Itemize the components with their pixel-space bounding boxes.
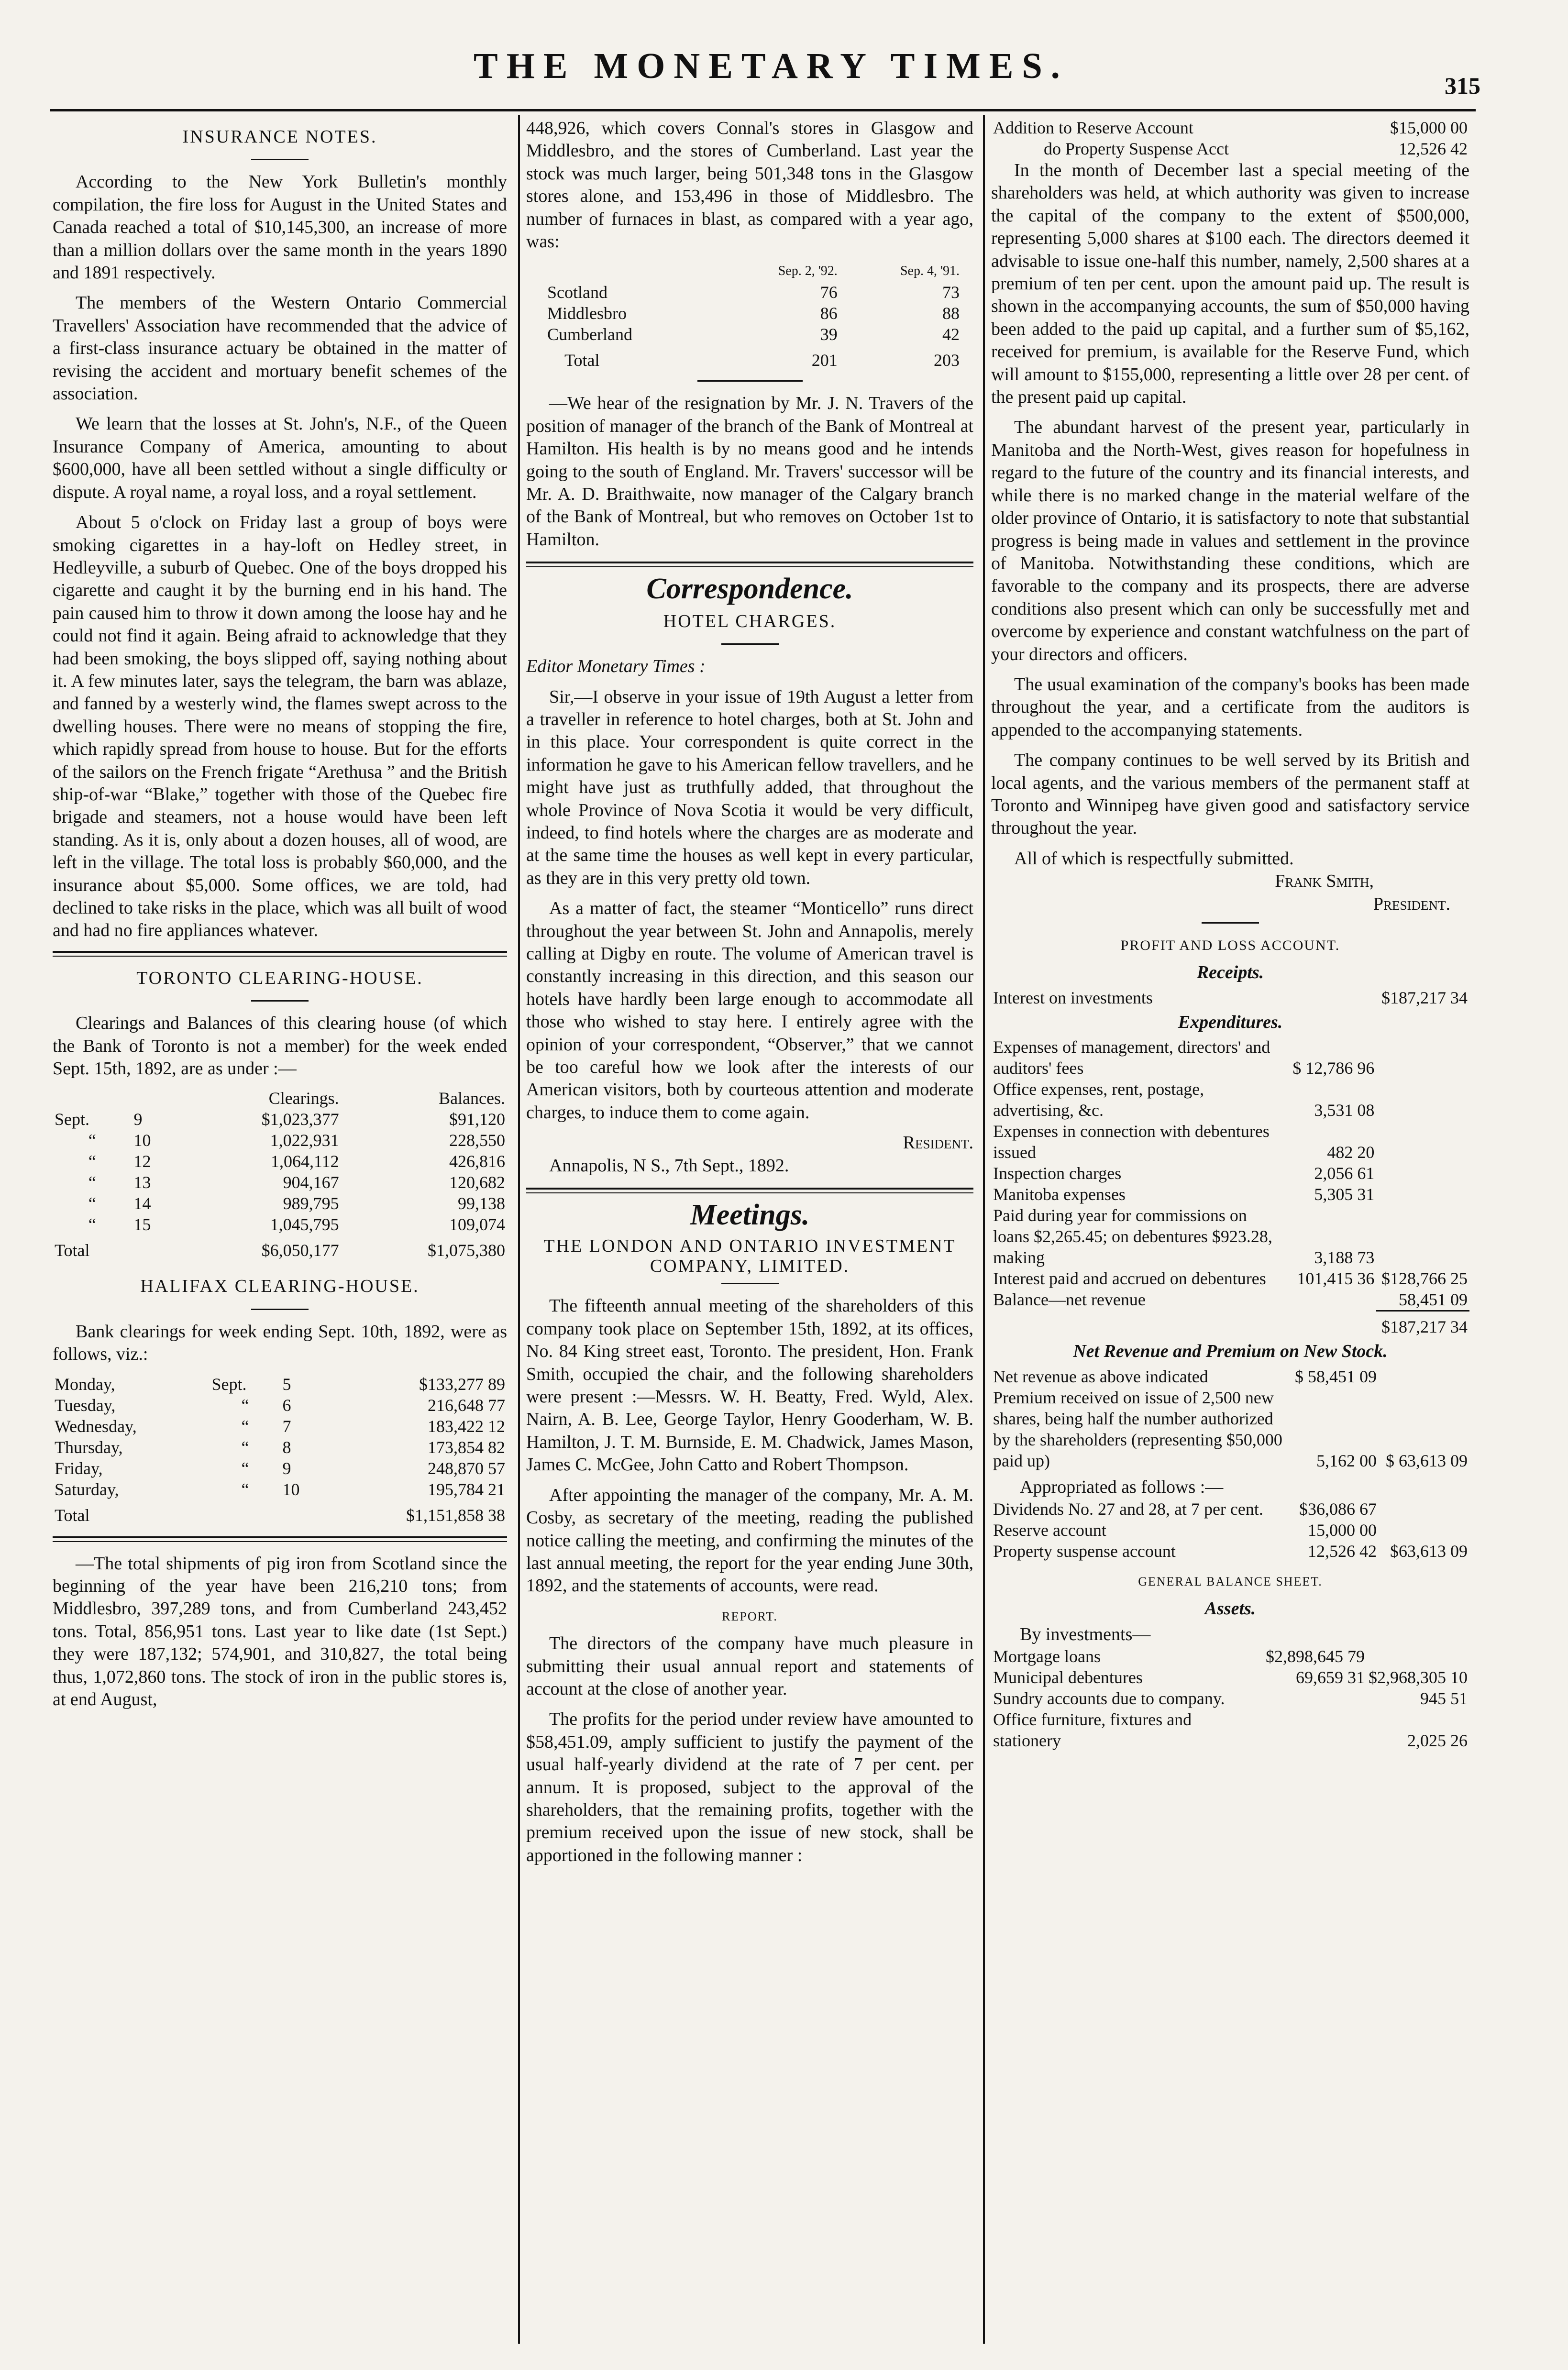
column-1 (53, 117, 507, 1719)
page-number: 315 (1445, 72, 1480, 99)
section-rule (53, 951, 507, 957)
table-row: Inspection charges 2,056 61 (993, 1164, 1375, 1183)
column-3 (991, 117, 1469, 1751)
total-row: Total $6,050,177 $1,075,380 (55, 1241, 505, 1260)
table-row: Mortgage loans $2,898,645 79 (993, 1647, 1365, 1666)
table-row: Addition to Reserve Account $15,000 00 (993, 118, 1468, 137)
short-rule (251, 159, 309, 160)
table-row: Premium received on issue of 2,500 new shares, being half the number authorized by the shareholders (representing $50,000 paid up) 5,162 00 $ 63,613 09 (993, 1388, 1468, 1470)
paragraph: —We hear of the resignation by Mr. J. N. Travers of the position of manager of the branch of the Bank of Montreal at Hamilton. His health is by no means good and he intends going to the south of England. Mr. Travers' successor will be Mr. A. D. Braithwaite, now manager of the Calgary branch of the Bank of Montreal, but who removes on October 1st to Hamilton. (526, 393, 973, 550)
appropriated-table (991, 1499, 1469, 1562)
table-row: Monday, Sept. 5 $133,277 89 (55, 1374, 505, 1394)
paragraph: After appointing the manager of the company, Mr. A. M. Cosby, as secretary of the meeting, reading the published notice calling the meeting, and confirming the minutes of the last annual meeting, the report for the year ending June 30th, 1892, and the statements of accounts, were read. (526, 1485, 973, 1596)
assets-table (991, 1646, 1469, 1751)
table-row: Property suspense account 12,526 42 $63,613 09 (993, 1542, 1468, 1561)
paragraph: The abundant harvest of the present year, particularly in Manitoba and the North-West, gives reason for hopefulness in regard to the future of the country and its financial interests, and while there is no marked change in the material welfare of the older province of Ontario, it is satisfactory to note that substantial progress is being made in values and settlement in the province of Manitoba. Notwithstanding these conditions, which are favorable to the company and its prospects, there are adverse conditions also present which can only be successfully met and overcome by experience and constant watchfulness on the part of your directors and officers. (991, 417, 1469, 664)
masthead: THE MONETARY TIMES. (474, 46, 1069, 86)
signature-title: President. (1373, 893, 1450, 914)
table-row: Tuesday, “ 6 216,648 77 (55, 1395, 505, 1415)
table-row: Balance—net revenue 58,451 09 (993, 1290, 1468, 1310)
section-rule (526, 1188, 973, 1193)
paragraph: The fifteenth annual meeting of the shareholders of this company took place on September 15th, 1892, at its offices, No. 84 King street east, Toronto. The president, Hon. Frank Smith, occupied the chair, and the following shareholders were present :—Messrs. W. H. Beatty, Fred. Wyld, Alex. Nairn, A. B. Lee, George Taylor, Henry Gooderham, W. B. Hamilton, J. T. M. Burnside, E. M. Chadwick, James Mason, James C. McGee, John Catto and Robert Thompson. (526, 1296, 973, 1475)
meetings-heading: Meetings. (690, 1199, 810, 1232)
table-row: Expenses in connection with debentures issued 482 20 (993, 1122, 1375, 1162)
appropriated-label: Appropriated as follows :— (1020, 1477, 1224, 1497)
net-revenue-heading: Net Revenue and Premium on New Stock. (1073, 1341, 1388, 1362)
profit-loss-heading: PROFIT AND LOSS ACCOUNT. (1120, 937, 1340, 953)
total-row: Total 201 203 (564, 351, 960, 370)
top-rule (50, 109, 1476, 111)
halifax-clearing-table (53, 1374, 507, 1526)
expenditures-heading: Expenditures. (1178, 1012, 1283, 1032)
balance-sheet-heading: GENERAL BALANCE SHEET. (1138, 1575, 1323, 1589)
table-row: “ 10 1,022,931 228,550 (88, 1131, 505, 1150)
dateline: Annapolis, N S., 7th Sept., 1892. (549, 1155, 789, 1176)
total-row: $187,217 34 (991, 1311, 1469, 1338)
table-row: “ 15 1,045,795 109,074 (88, 1215, 505, 1235)
appropriation-table (991, 117, 1469, 159)
short-rule (721, 643, 779, 645)
table-row: Office furniture, fixtures and stationery 2,025 26 (993, 1710, 1468, 1751)
short-rule (697, 380, 803, 382)
paragraph: The directors of the company have much pleasure in submitting their usual annual report and statements of account at the close of another year. (526, 1633, 973, 1699)
column-2 (526, 117, 973, 1874)
table-row: “ 12 1,064,112 426,816 (88, 1152, 505, 1171)
halifax-clearing-heading: HALIFAX CLEARING-HOUSE. (140, 1276, 420, 1297)
table-row: Paid during year for commissions on loans $2,265.45; on debentures $923.28, making 3,188 73 (993, 1206, 1375, 1268)
report-heading: REPORT. (722, 1609, 778, 1623)
table-row: Expenses of management, directors' and auditors' fees $ 12,786 96 (993, 1037, 1375, 1078)
table-row: Friday, “ 9 248,870 57 (55, 1458, 505, 1478)
insurance-notes-heading: INSURANCE NOTES. (182, 127, 377, 147)
column-divider-2 (983, 115, 985, 2344)
paragraph: Clearings and Balances of this clearing house (of which the Bank of Toronto is not a member) for the week ended Sept. 15th, 1892, are as under :— (53, 1013, 507, 1079)
paragraph: All of which is respectfully submitted. (1014, 848, 1294, 869)
investments-label: By investments— (1020, 1624, 1151, 1644)
column-header: Clearings. (268, 1089, 339, 1108)
table-row: Interest on investments $187,217 34 (993, 988, 1468, 1007)
company-heading: THE LONDON AND ONTARIO INVESTMENT COMPANY, LIMITED. (543, 1236, 956, 1277)
column-divider-1 (518, 115, 520, 2344)
correspondence-heading: Correspondence. (646, 573, 853, 606)
table-row: Dividends No. 27 and 28, at 7 per cent. $36,086 67 (993, 1499, 1377, 1519)
net-revenue-table (991, 1366, 1469, 1471)
receipts-table (991, 987, 1469, 1008)
paragraph: —The total shipments of pig iron from Scotland since the beginning of the year have been 216,210 tons; from Middlesbro, 397,289 tons, and from Cumberland 243,452 tons. Total, 856,951 tons. Last year to like date (1st Sept.) they were 187,132; 574,901, and 310,827, the total being thus, 1,072,860 tons. The stock of iron in the public stores is, at end August, (53, 1553, 507, 1710)
paragraph: 448,926, which covers Connal's stores in Glasgow and Middlesbro, and the stores of Cumberland. Last year the stock was much larger, being 501,348 tons in the Glasgow stores alone, and 153,496 in those of Middlesbro. The number of furnaces in blast, as compared with a year ago, was: (526, 118, 973, 252)
paragraph: About 5 o'clock on Friday last a group of boys were smoking cigarettes in a hay-loft on Hedley street, in Hedleyville, a suburb of Quebec. One of the boys dropped his cigarette and caught it by the burning end in his hand. The pain caused him to throw it down among the loose hay and he could not find it again. Being afraid to acknowledge that they had been smoking, the boys slipped off, saying nothing about it. A few minutes later, says the telegram, the barn was ablaze, and fanned by a westerly wind, the flames swept across to the dwelling houses. There were no means of stopping the fire, which rapidly spread from house to house. But for the efforts of the sailors on the French frigate “Arethusa ” and the British ship-of-war “Blake,” together with those of the Quebec fire brigade and steamers, not a house would have been left standing. As it is, only about a dozen houses, all of wood, are left in the village. The total loss is probably $60,000, and the insurance about $5,000. Some offices, we are told, had declined to take risks in the place, which was all built of wood and had no fire appliances whatever. (53, 512, 507, 941)
paragraph: The profits for the period under review have amounted to $58,451.09, amply sufficient to justify the payment of the usual half-yearly dividend at the rate of 7 per cent. per annum. It is proposed, subject to the approval of the shareholders, that the remaining profits, together with the premium received upon the issue of new stock, shall be apportioned in the following manner : (526, 1709, 973, 1865)
table-row: “ 14 989,795 99,138 (88, 1194, 505, 1213)
table-row: Net revenue as above indicated $ 58,451 09 (993, 1367, 1377, 1386)
hotel-charges-heading: HOTEL CHARGES. (663, 611, 837, 631)
paragraph: The usual examination of the company's books has been made throughout the year, and a certificate from the auditors is appended to the accompanying statements. (991, 674, 1469, 740)
paragraph: In the month of December last a special meeting of the shareholders was held, at which authority was given to increase the capital of the company to the extent of $500,000, representing 5,000 shares at $100 each. The directors deemed it advisable to issue one-half this number, namely, 2,500 shares at a premium of ten per cent. upon the amount paid up. The result is shown in the accompanying accounts, the sum of $50,000 having been added to the paid up capital, and a further sum of $5,162, received for premium, is available for the Reserve Fund, which will amount to $155,000, representing a little over 28 per cent. of the present paid up capital. (991, 160, 1469, 408)
letter-signature: Resident. (903, 1133, 973, 1153)
column-header: Balances. (439, 1089, 505, 1108)
table-row: Municipal debentures 69,659 31 $2,968,305 10 (993, 1668, 1468, 1687)
expenditures-table (991, 1036, 1469, 1337)
section-rule (526, 562, 973, 567)
signature-name: Frank Smith, (1275, 871, 1374, 892)
short-rule (251, 1000, 309, 1002)
table-row: “ 13 904,167 120,682 (88, 1173, 505, 1192)
table-row: Middlesbro 86 88 (547, 304, 960, 323)
short-rule (251, 1309, 309, 1310)
paragraph: We learn that the losses at St. John's, N.F., of the Queen Insurance Company of America, amounting to about $600,000, have all been settled without a single difficulty or dispute. A royal name, a royal loss, and a royal settlement. (53, 414, 507, 502)
table-row: Sept. 9 $1,023,377 $91,120 (55, 1110, 505, 1129)
table-row: Wednesday, “ 7 183,422 12 (55, 1416, 505, 1436)
total-row: Total $1,151,858 38 (55, 1505, 505, 1525)
paragraph: According to the New York Bulletin's monthly compilation, the fire loss for August in the United States and Canada reached a total of $10,145,300, an increase of more than a million dollars over the same month in the years 1890 and 1891 respectively. (53, 172, 507, 283)
table-row: Manitoba expenses 5,305 31 (993, 1185, 1375, 1204)
assets-heading: Assets. (1204, 1598, 1256, 1619)
receipts-heading: Receipts. (1196, 962, 1264, 983)
furnaces-table: Sep. 2, '92. Sep. 4, '91. Scotland 76 73 Middlesbro 86 88 Cumberland 39 42 Total 201 203 (545, 261, 961, 371)
table-row: Sundry accounts due to company. 945 51 (993, 1689, 1468, 1709)
table-row: Thursday, “ 8 173,854 82 (55, 1437, 505, 1457)
paragraph: Sir,—I observe in your issue of 19th August a letter from a traveller in reference to hotel charges, both at St. John and in this place. Your correspondent is quite correct in the information he gave to his American fellow travellers, and he might have just as truthfully added, that throughout the whole Province of Nova Scotia it would be very difficult, indeed, to find hotels where the charges are as moderate and at the same time the houses as well kept in every particular, as they are in this very pretty old town. (526, 686, 973, 888)
short-rule (721, 1283, 779, 1284)
table-row: Saturday, “ 10 195,784 21 (55, 1479, 505, 1499)
section-rule (53, 1536, 507, 1542)
paragraph: As a matter of fact, the steamer “Monticello” runs direct throughout the year between St. John and Annapolis, merely calling at Digby en route. The volume of American travel is constantly increasing in this direction, and this season our hotels have hardly been large enough to accommodate all those who wished to stay here. I entirely agree with the opinion of your correspondent, “Observer,” that we cannot be too careful how we look after the interests of our American visitors, both by courteous attention and moderate charges, to induce them to come again. (526, 898, 973, 1123)
editor-line: Editor Monetary Times : (526, 656, 706, 677)
paragraph: The company continues to be well served by its British and local agents, and the various members of the permanent staff at Toronto and Winnipeg have given good and satisfactory service throughout the year. (991, 750, 1469, 838)
table-row: Reserve account 15,000 00 (993, 1521, 1377, 1540)
paragraph: The members of the Western Ontario Commercial Travellers' Association have recommended that the advice of a first-class insurance actuary be obtained in the matter of revising the accident and mortuary benefit schemes of the association. (53, 293, 507, 404)
table-row: Interest paid and accrued on debentures 101,415 36 $128,766 25 (993, 1269, 1468, 1289)
toronto-clearing-table (53, 1088, 507, 1261)
table-row: Scotland 76 73 (547, 283, 960, 302)
toronto-clearing-heading: TORONTO CLEARING-HOUSE. (136, 968, 423, 988)
table-row: do Property Suspense Acct 12,526 42 (1044, 139, 1468, 158)
table-row: Cumberland 39 42 (547, 325, 960, 344)
table-row: Office expenses, rent, postage, advertising, &c. 3,531 08 (993, 1080, 1375, 1120)
paragraph: Bank clearings for week ending Sept. 10th, 1892, were as follows, viz.: (53, 1321, 507, 1365)
short-rule (1202, 922, 1259, 924)
